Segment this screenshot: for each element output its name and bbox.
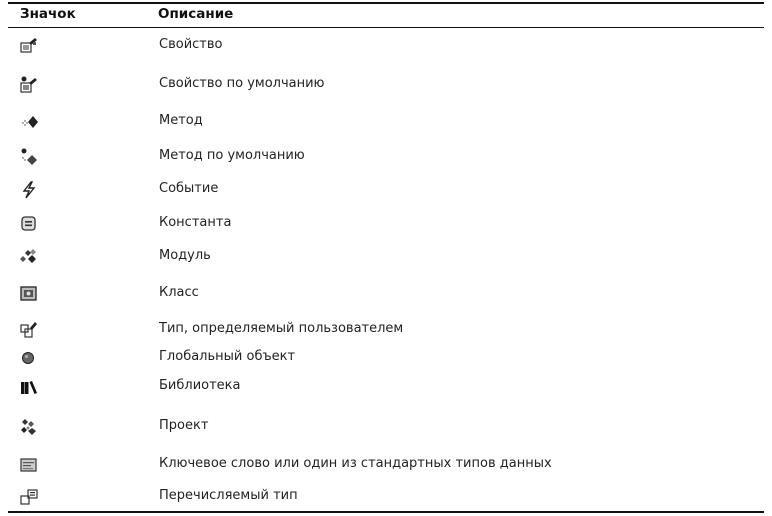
row-label: Перечисляемый тип bbox=[159, 488, 298, 503]
property-icon bbox=[20, 37, 38, 55]
module-icon bbox=[20, 248, 38, 266]
row-label: Проект bbox=[159, 418, 209, 433]
event-icon bbox=[20, 181, 38, 199]
header-rule bbox=[8, 27, 764, 28]
table-row bbox=[8, 375, 764, 399]
keyword-icon bbox=[20, 456, 38, 474]
row-label: Тип, определяемый пользователем bbox=[159, 321, 404, 336]
row-label: Метод по умолчанию bbox=[159, 148, 305, 163]
default-property-icon bbox=[20, 76, 38, 94]
row-label: Класс bbox=[159, 285, 199, 300]
row-label: Модуль bbox=[159, 248, 211, 263]
table-row bbox=[8, 282, 764, 306]
table-row bbox=[8, 110, 764, 134]
project-icon bbox=[20, 418, 38, 436]
enum-icon bbox=[20, 488, 38, 506]
column-header-icon: Значок bbox=[20, 6, 76, 22]
table-row bbox=[8, 318, 764, 342]
row-label: Глобальный объект bbox=[159, 349, 296, 364]
user-defined-type-icon bbox=[20, 321, 38, 339]
table-bottom-rule bbox=[8, 511, 764, 513]
method-icon bbox=[20, 113, 38, 131]
row-label: Метод bbox=[159, 113, 203, 128]
constant-icon bbox=[20, 215, 38, 233]
default-method-icon bbox=[20, 148, 38, 166]
table-row bbox=[8, 245, 764, 269]
table-row bbox=[8, 212, 764, 236]
row-label: Ключевое слово или один из стандартных типов данных bbox=[159, 456, 552, 471]
row-label: Свойство bbox=[159, 37, 223, 52]
table-row bbox=[8, 34, 764, 58]
table-row bbox=[8, 453, 764, 477]
table-row bbox=[8, 178, 764, 202]
row-label: Константа bbox=[159, 215, 232, 230]
row-label: Событие bbox=[159, 181, 219, 196]
table-row bbox=[8, 346, 764, 370]
library-icon bbox=[20, 378, 38, 396]
row-label: Библиотека bbox=[159, 378, 241, 393]
column-header-description: Описание bbox=[158, 6, 234, 22]
global-object-icon bbox=[20, 349, 38, 367]
table-top-rule bbox=[8, 2, 764, 4]
table-row bbox=[8, 73, 764, 97]
table-row bbox=[8, 145, 764, 169]
table-row bbox=[8, 485, 764, 509]
row-label: Свойство по умолчанию bbox=[159, 76, 325, 91]
table-row bbox=[8, 415, 764, 439]
class-icon bbox=[20, 285, 38, 303]
